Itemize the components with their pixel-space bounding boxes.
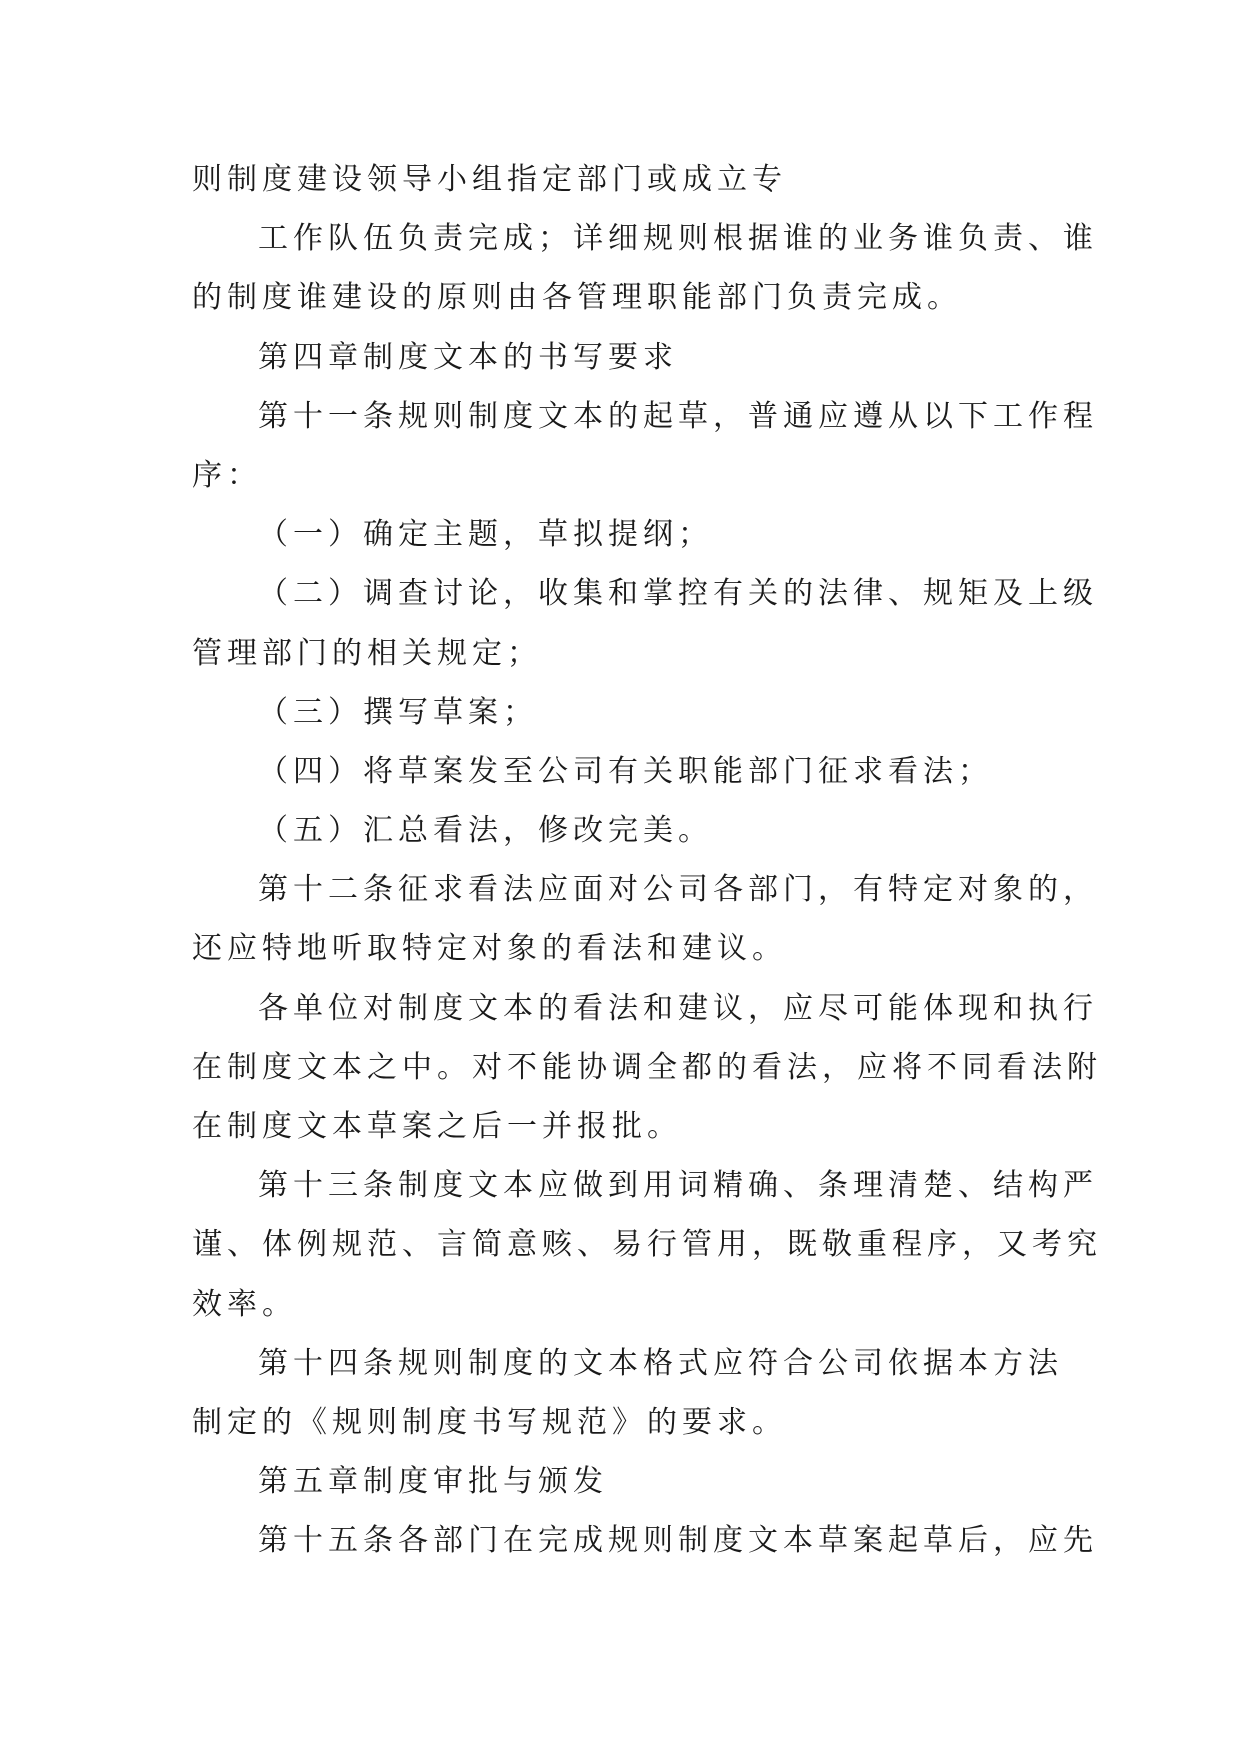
text-line: 谨、体例规范、言简意赅、易行管用，既敬重程序，又考究: [192, 1227, 1102, 1263]
text-line: （五）汇总看法，修改完美。: [258, 813, 713, 849]
text-line: 第四章制度文本的书写要求: [258, 339, 678, 375]
text-line: 第五章制度审批与颁发: [258, 1464, 608, 1500]
text-line: 则制度建设领导小组指定部门或成立专: [192, 162, 787, 197]
text-line: 在制度文本之中。对不能协调全都的看法，应将不同看法附: [192, 1049, 1102, 1085]
text-line: （二）调查讨论，收集和掌控有关的法律、规矩及上级: [258, 576, 1098, 612]
text-line: 各单位对制度文本的看法和建议，应尽可能体现和执行: [258, 990, 1098, 1026]
text-line: （一）确定主题，草拟提纲；: [258, 517, 713, 553]
text-line: 工作队伍负责完成；详细规则根据谁的业务谁负责、谁: [258, 221, 1098, 257]
text-line: （四）将草案发至公司有关职能部门征求看法；: [258, 753, 993, 789]
text-line: 第十三条制度文本应做到用词精确、条理清楚、结构严: [258, 1168, 1098, 1204]
text-line: 还应特地听取特定对象的看法和建议。: [192, 931, 787, 967]
text-line: 序：: [192, 457, 262, 493]
body-text: [192, 150, 1102, 1571]
text-line: （三）撰写草案；: [258, 694, 538, 730]
text-line: 效率。: [192, 1286, 297, 1322]
text-line: 管理部门的相关规定；: [192, 635, 542, 671]
text-line: 在制度文本草案之后一并报批。: [192, 1109, 682, 1144]
text-line: 第十一条规则制度文本的起草，普通应遵从以下工作程: [258, 398, 1098, 434]
text-line: 第十四条规则制度的文本格式应符合公司依据本方法: [258, 1345, 1063, 1381]
text-line: 第十五条各部门在完成规则制度文本草案起草后，应先: [258, 1523, 1098, 1559]
text-line: 第十二条征求看法应面对公司各部门，有特定对象的，: [258, 872, 1098, 908]
text-line: 制定的《规则制度书写规范》的要求。: [192, 1404, 787, 1440]
text-line: 的制度谁建设的原则由各管理职能部门负责完成。: [192, 280, 962, 316]
